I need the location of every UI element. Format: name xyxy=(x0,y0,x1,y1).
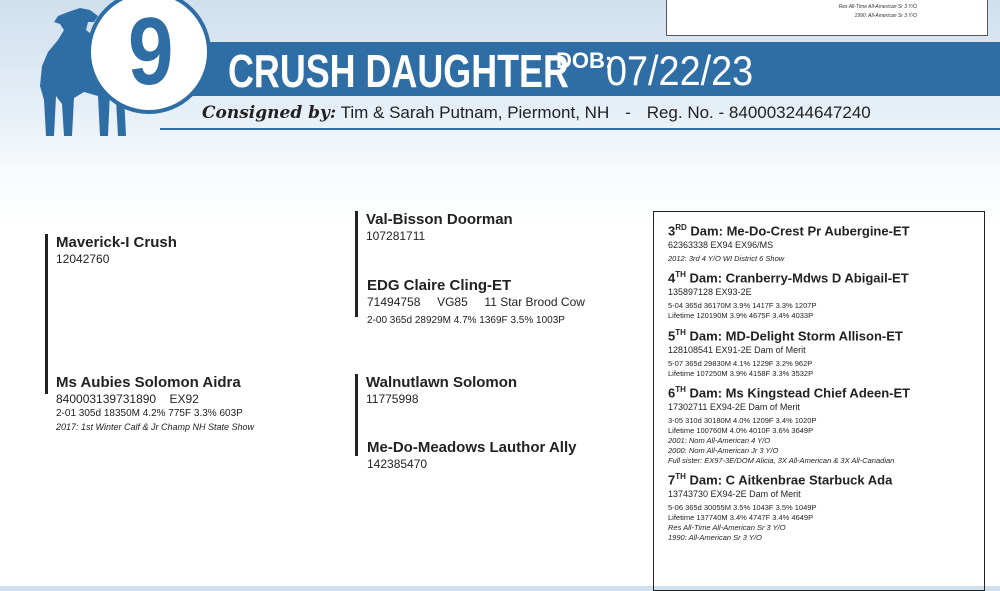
dam-entry-reg: 17302711 EX94-2E Dam of Merit xyxy=(668,402,800,413)
dam-sire-name: Walnutlawn Solomon xyxy=(366,374,518,391)
dam-entry-title: 7TH Dam: C Aitkenbrae Starbuck Ada xyxy=(668,472,893,488)
dam-entry-reg: 13743730 EX94-2E Dam of Merit xyxy=(668,489,801,500)
dam-entry-record: 5-07 365d 29830M 4.1% 1229F 3.2% 962P xyxy=(668,359,813,369)
dam-entry xyxy=(668,220,978,264)
separator: - xyxy=(625,103,631,122)
dam-entry-record: 5-06 365d 30055M 3.5% 1043F 3.5% 1049P xyxy=(668,503,817,513)
dam-name: Ms Aubies Solomon Aidra xyxy=(56,374,241,391)
dam-entry xyxy=(668,469,978,543)
dam-entry-note: 2001: Nom All-American 4 Y/O xyxy=(668,436,771,446)
sire-name: Maverick-I Crush xyxy=(56,234,177,251)
dam-reg: 840003139731890 xyxy=(56,392,157,406)
reg-number: 840003244647240 xyxy=(728,103,871,122)
previous-lot-box xyxy=(666,0,988,36)
dam-entry-title: 6TH Dam: Ms Kingstead Chief Adeen-ET xyxy=(668,385,911,401)
dam-dam-block xyxy=(367,439,576,472)
sire-dam-reg-line xyxy=(367,295,585,310)
dob-value: 07/22/23 xyxy=(606,47,754,94)
dam-entry-note: Full sister: EX97-3E/DOM Alicia, 3X All-American & 3X All-Canadian xyxy=(668,456,895,466)
dam-entry xyxy=(668,267,978,321)
sire-reg: 12042760 xyxy=(56,252,110,266)
sire-sire-reg: 107281711 xyxy=(366,229,426,243)
dam-dam-name: Me-Do-Meadows Lauthor Ally xyxy=(367,439,577,456)
dam-record: 2-01 305d 18350M 4.2% 775F 3.3% 603P xyxy=(56,408,243,419)
dam-entry-record: 3-05 310d 30180M 4.0% 1209F 3.4% 1020P xyxy=(668,416,817,426)
consignor-name: Tim & Sarah Putnam, Piermont, NH xyxy=(340,103,610,122)
dam-reg-line xyxy=(56,392,254,407)
consignor-line xyxy=(202,103,871,123)
sire-sire-name: Val-Bisson Doorman xyxy=(366,211,513,228)
dam-entry-lifetime: Lifetime 137740M 3.4% 4747F 3.4% 4649P xyxy=(668,513,814,523)
dam-sire-reg: 11775998 xyxy=(366,392,419,406)
reg-label: Reg. No. - xyxy=(646,103,725,122)
dam-entry-lifetime: Lifetime 100760M 4.0% 4010F 3.6% 3649P xyxy=(668,426,814,436)
dam-line-box xyxy=(653,211,985,591)
lot-number: 9 xyxy=(128,0,170,105)
header-underline xyxy=(160,128,1000,130)
dam-entry xyxy=(668,325,978,379)
dam-entry-title: 4TH Dam: Cranberry-Mdws D Abigail-ET xyxy=(668,270,909,286)
dam-entry-note: 2012: 3rd 4 Y/O WI District 6 Show xyxy=(668,254,785,264)
dam-entry-reg: 128108541 EX91-2E Dam of Merit xyxy=(668,345,806,356)
sire-dam-reg: 71494758 xyxy=(367,295,421,309)
dam-entry-note: 2000: Nom All-American Jr 3 Y/O xyxy=(668,446,779,456)
sire-dam-score: VG85 xyxy=(437,295,468,309)
sire-dam-record: 2-00 365d 28929M 4.7% 1369F 3.5% 1003P xyxy=(367,315,565,326)
dam-entry-record: 5-04 365d 36170M 3.9% 1417F 3.3% 1207P xyxy=(668,301,817,311)
dam-entry-reg: 135897128 EX93-2E xyxy=(668,287,752,298)
consigned-label: Consigned by: xyxy=(202,103,337,123)
previous-lot-line: 1990: All-American Sr 3 Y/O xyxy=(854,13,917,19)
dam-score: EX92 xyxy=(169,392,199,406)
previous-lot-line: Res All-Time All-American Sr 3 Y/O xyxy=(838,4,917,10)
dam-entry-lifetime: Lifetime 120190M 3.9% 4675F 3.4% 4033P xyxy=(668,311,814,321)
animal-title: CRUSH DAUGHTER xyxy=(228,45,569,97)
dam-honor: 2017: 1st Winter Calf & Jr Champ NH State Show xyxy=(56,422,254,432)
dob-label: DOB: xyxy=(556,48,613,73)
dam-entry-reg: 62363338 EX94 EX96/MS xyxy=(668,240,774,251)
sire-dam-block xyxy=(367,277,585,328)
dam-entry-note: 1990: All-American Sr 3 Y/O xyxy=(668,533,762,543)
dam-entry-note: Res All-Time All-American Sr 3 Y/O xyxy=(668,523,786,533)
dam-dam-reg: 142385470 xyxy=(367,457,428,471)
sire-dam-name: EDG Claire Cling-ET xyxy=(367,277,512,294)
dam-entry-title: 5TH Dam: MD-Delight Storm Allison-ET xyxy=(668,328,903,344)
dam-entry-title: 3RD Dam: Me-Do-Crest Pr Aubergine-ET xyxy=(668,223,910,239)
dam-entry xyxy=(668,382,978,466)
dam-entry-lifetime: Lifetime 107250M 3.9% 4158F 3.3% 3532P xyxy=(668,369,814,379)
sire-dam-honor: 11 Star Brood Cow xyxy=(484,295,585,309)
sire-block xyxy=(45,234,177,394)
